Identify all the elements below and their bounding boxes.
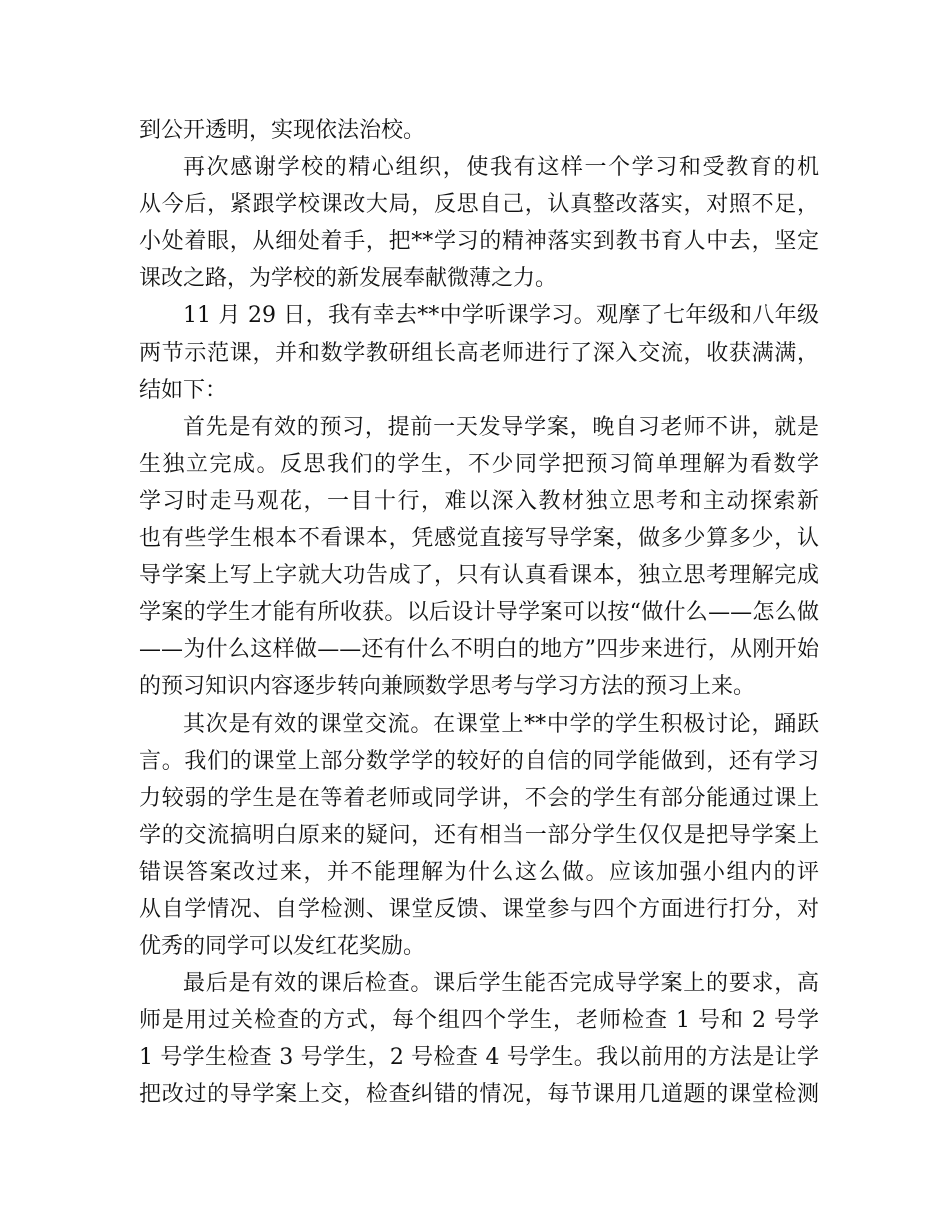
- document-line: 再次感谢学校的精心组织，使我有这样一个学习和受教育的机: [183, 155, 819, 181]
- document-line: 的预习知识内容逐步转向兼顾数学思考与学习方法的预习上来。: [139, 674, 756, 700]
- document-line: 学习时走马观花，一目十行，难以深入教材独立思考和主动探索新: [139, 488, 819, 514]
- document-line: 从自学情况、自学检测、课堂反馈、课堂参与四个方面进行打分，对: [139, 896, 819, 922]
- document-line: 把改过的导学案上交，检查纠错的情况，每节课用几道题的课堂检测: [139, 1082, 819, 1108]
- document-line: 优秀的同学可以发红花奖励。: [139, 934, 426, 960]
- document-line: 1 号学生检查 3 号学生，2 号检查 4 号学生。我以前用的方法是让学: [139, 1045, 819, 1071]
- document-line: 到公开透明，实现依法治校。: [139, 118, 426, 143]
- document-line: 11 月 29 日，我有幸去**中学听课学习。观摩了七年级和八年级: [183, 303, 819, 329]
- document-line: 小处着眼，从细处着手，把**学习的精神落实到教书育人中去，坚定: [139, 229, 819, 255]
- document-line: 两节示范课，并和数学教研组长高老师进行了深入交流，收获满满，: [139, 340, 819, 366]
- document-line: 最后是有效的课后检查。课后学生能否完成导学案上的要求，高: [183, 971, 819, 997]
- document-line: 导学案上写上字就大功告成了，只有认真看课本，独立思考理解完成: [139, 563, 819, 589]
- document-line: 生独立完成。反思我们的学生，不少同学把预习简单理解为看数学: [139, 451, 819, 477]
- document-line: 从今后，紧跟学校课改大局，反思自己，认真整改落实，对照不足，: [139, 192, 819, 218]
- document-line: 错误答案改过来，并不能理解为什么这么做。应该加强小组内的评: [139, 859, 819, 885]
- document-body: [139, 112, 819, 1114]
- document-line: 学案的学生才能有所收获。以后设计导学案可以按“做什么——怎么做: [139, 600, 819, 626]
- document-line: 结如下：: [139, 377, 228, 403]
- document-line: 言。我们的课堂上部分数学学的较好的自信的同学能做到，还有学习: [139, 748, 819, 774]
- document-line: 首先是有效的预习，提前一天发导学案，晚自习老师不讲，就是: [183, 414, 819, 440]
- document-line: 学的交流搞明白原来的疑问，还有相当一部分学生仅仅是把导学案上: [139, 822, 819, 848]
- document-line: 也有些学生根本不看课本，凭感觉直接写导学案，做多少算多少，认: [139, 526, 819, 552]
- document-line: 师是用过关检查的方式，每个组四个学生，老师检查 1 号和 2 号学: [139, 1008, 819, 1034]
- document-line: 力较弱的学生是在等着老师或同学讲，不会的学生有部分能通过课上: [139, 785, 819, 811]
- document-line: 课改之路，为学校的新发展奉献微薄之力。: [139, 266, 558, 292]
- document-line: 其次是有效的课堂交流。在课堂上**中学的学生积极讨论，踊跃: [183, 711, 819, 737]
- document-line: ——为什么这样做——还有什么不明白的地方”四步来进行，从刚开始: [139, 637, 819, 663]
